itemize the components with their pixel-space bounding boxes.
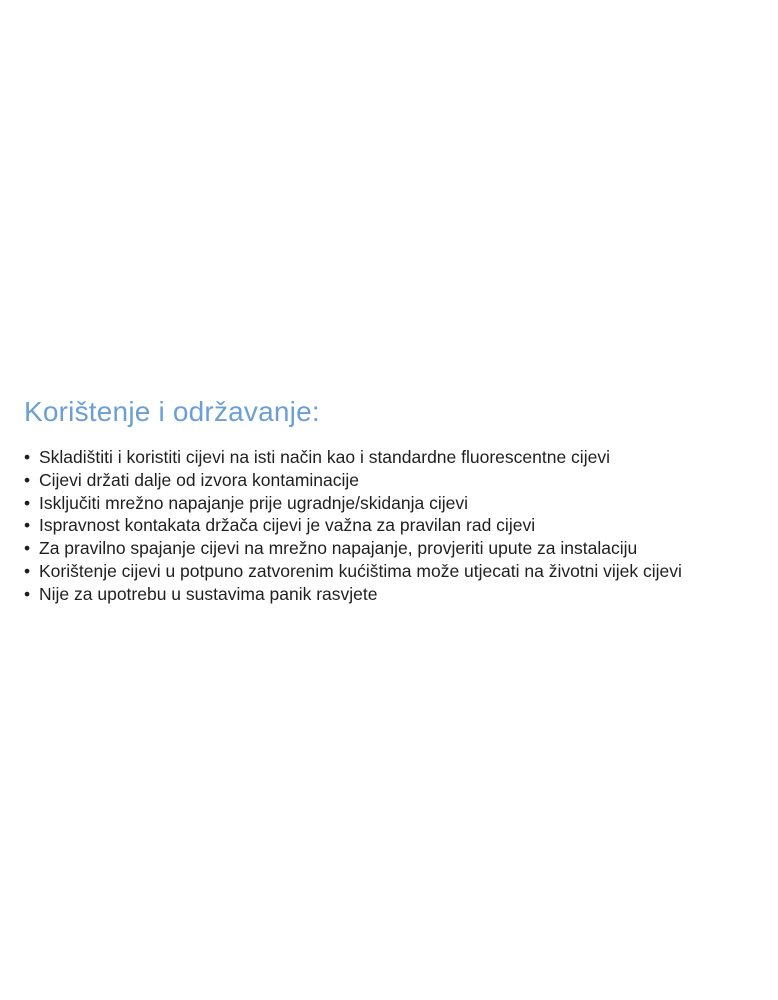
bullet-list (24, 446, 764, 606)
list-item-text: Isključiti mrežno napajanje prije ugradnje/skidanja cijevi (39, 492, 468, 513)
bullet-icon: • (24, 515, 31, 536)
list-item (24, 583, 764, 606)
list-item-text: Za pravilno spajanje cijevi na mrežno napajanje, provjeriti upute za instalaciju (39, 538, 638, 559)
list-item-text: Ispravnost kontakata držača cijevi je važna za pravilan rad cijevi (39, 515, 536, 536)
section-heading: Korištenje i održavanje: (24, 396, 320, 427)
list-item (24, 514, 764, 537)
usage-maintenance-section (24, 392, 764, 606)
list-item (24, 492, 764, 515)
list-item-text: Korištenje cijevi u potpuno zatvorenim kućištima može utjecati na životni vijek cijevi (39, 560, 682, 581)
list-item (24, 446, 764, 469)
list-item (24, 537, 764, 560)
bullet-icon: • (24, 447, 31, 467)
list-item (24, 560, 764, 583)
list-item-text: Nije za upotrebu u sustavima panik rasvjete (39, 583, 378, 604)
bullet-icon: • (24, 469, 31, 490)
bullet-icon: • (24, 538, 31, 559)
list-item-text: Skladištiti i koristiti cijevi na isti način kao i standardne fluorescentne cijevi (39, 447, 610, 467)
list-item (24, 469, 764, 492)
bullet-icon: • (24, 492, 31, 513)
list-item-text: Cijevi držati dalje od izvora kontaminacije (39, 469, 360, 490)
bullet-icon: • (24, 583, 31, 604)
bullet-icon: • (24, 560, 31, 581)
